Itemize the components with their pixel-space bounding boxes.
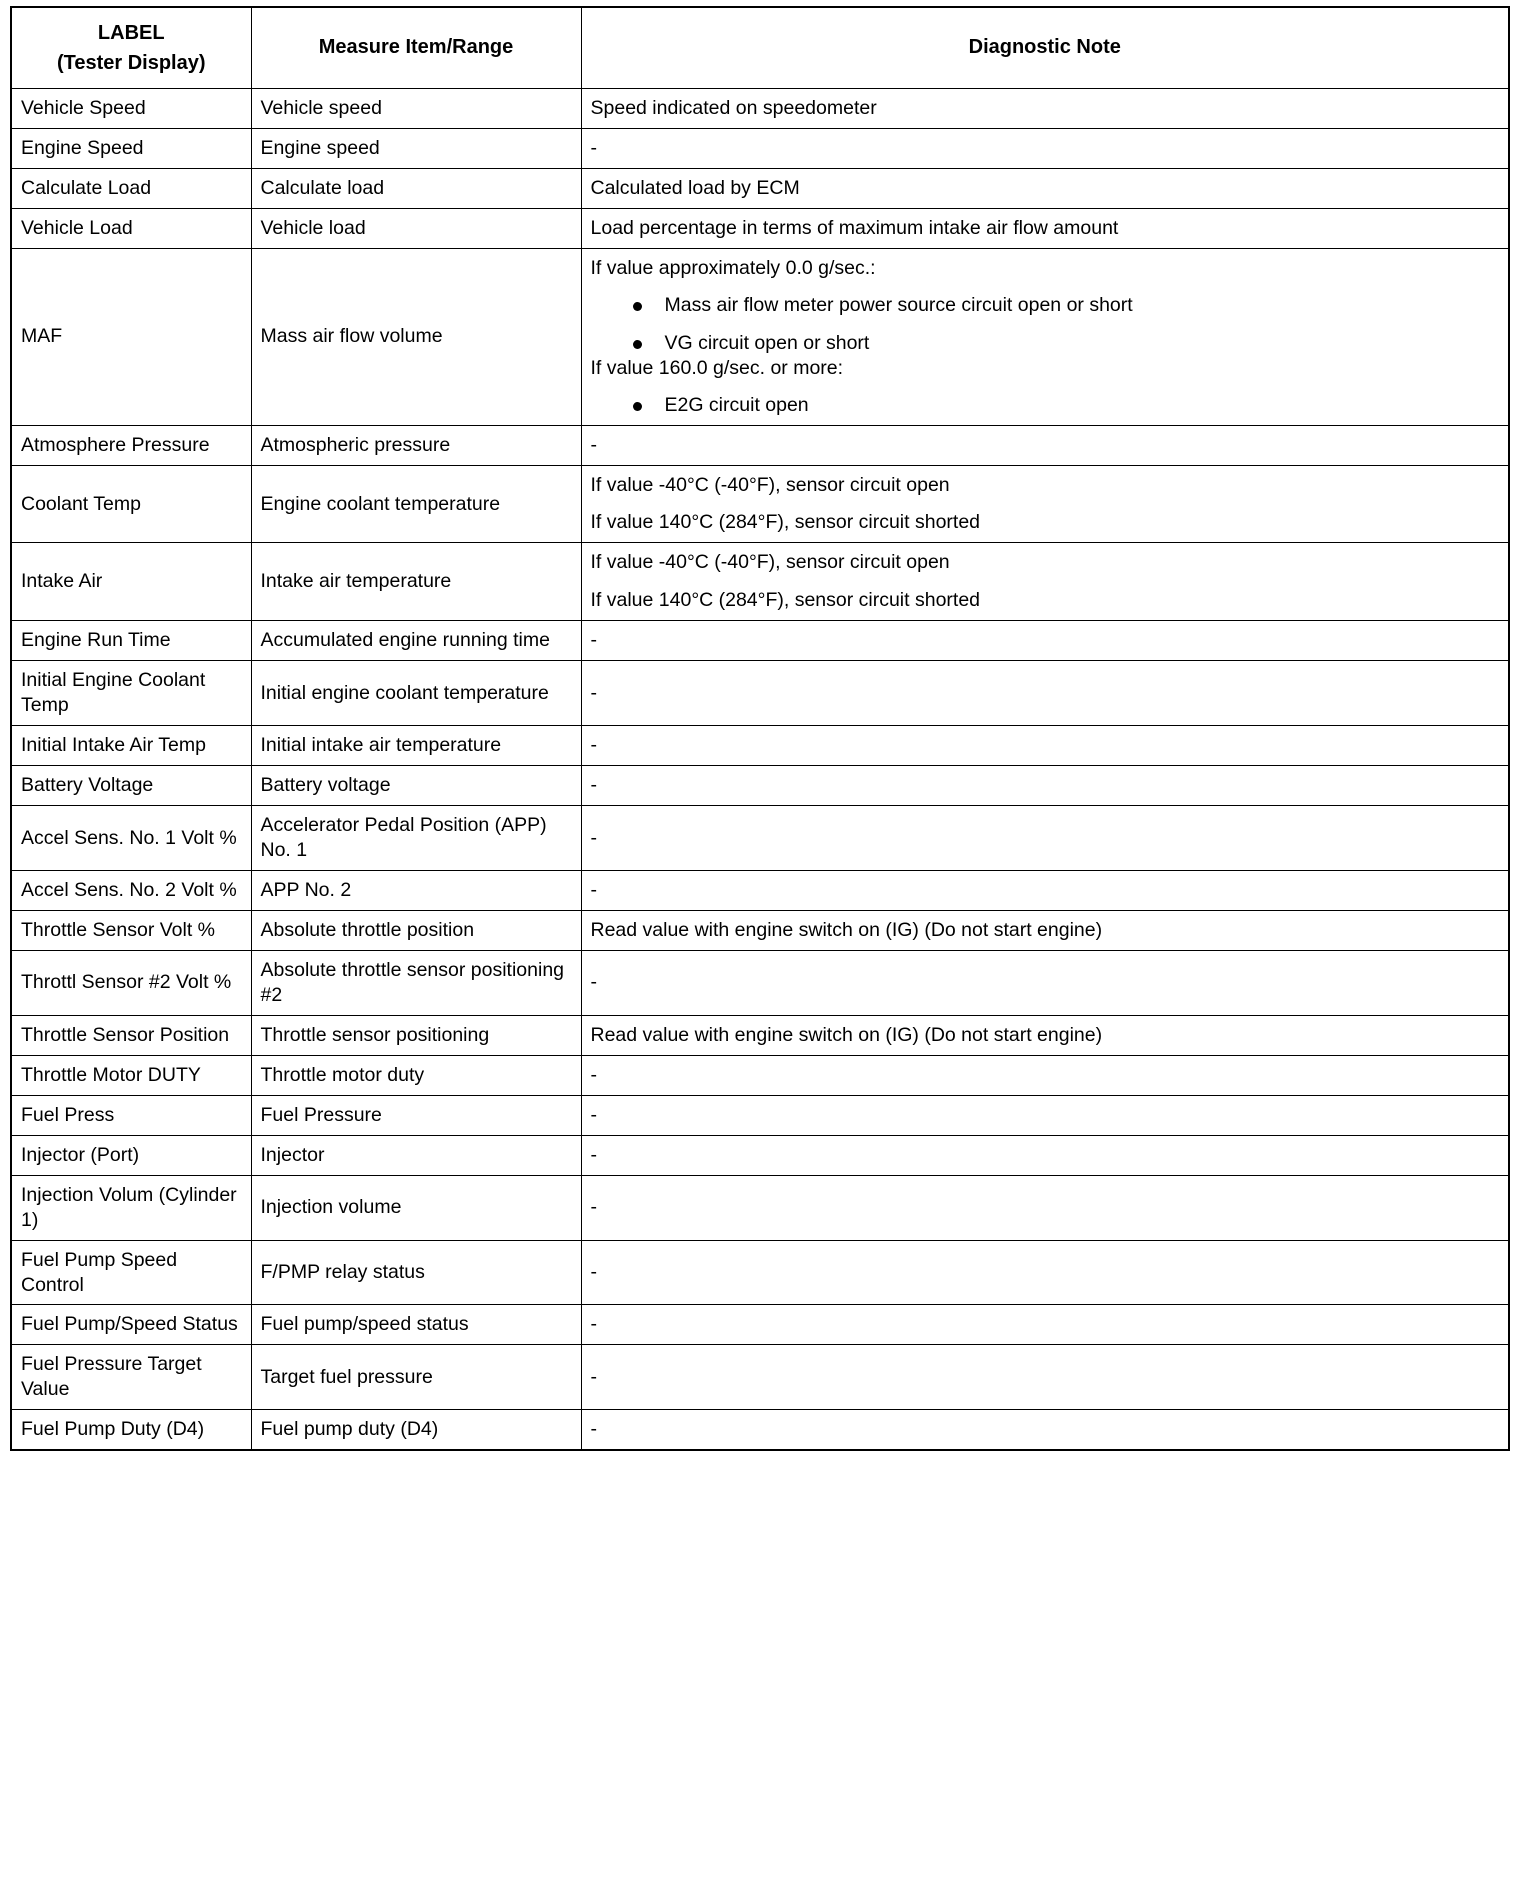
cell-label: Initial Intake Air Temp: [11, 726, 251, 766]
cell-note: -: [581, 621, 1509, 661]
cell-note: -: [581, 1240, 1509, 1305]
cell-note: [581, 248, 1509, 425]
cell-measure: Target fuel pressure: [251, 1345, 581, 1410]
cell-note: -: [581, 1305, 1509, 1345]
note-bullet-item: Mass air flow meter power source circuit open or short: [631, 293, 1501, 318]
table-row: [11, 1410, 1509, 1450]
table-row: [11, 1095, 1509, 1135]
cell-note: Speed indicated on speedometer: [581, 89, 1509, 129]
cell-measure: Calculate load: [251, 168, 581, 208]
cell-note: Calculated load by ECM: [581, 168, 1509, 208]
cell-note: [581, 465, 1509, 543]
cell-measure: Vehicle speed: [251, 89, 581, 129]
cell-label: Injector (Port): [11, 1135, 251, 1175]
cell-measure: Engine coolant temperature: [251, 465, 581, 543]
cell-note: -: [581, 871, 1509, 911]
cell-label: Fuel Press: [11, 1095, 251, 1135]
table-row: [11, 1055, 1509, 1095]
cell-note: -: [581, 661, 1509, 726]
table-row: [11, 806, 1509, 871]
note-block: [591, 550, 1501, 613]
cell-measure: Absolute throttle sensor positioning #2: [251, 950, 581, 1015]
cell-label: Coolant Temp: [11, 465, 251, 543]
column-header-measure: Measure Item/Range: [251, 7, 581, 89]
note-paragraph: If value 140°C (284°F), sensor circuit shorted: [590, 589, 981, 612]
cell-label: Throttle Sensor Volt %: [11, 910, 251, 950]
cell-note: -: [581, 1055, 1509, 1095]
table-row: [11, 871, 1509, 911]
table-row: [11, 766, 1509, 806]
cell-measure: Mass air flow volume: [251, 248, 581, 425]
cell-measure: Engine speed: [251, 128, 581, 168]
note-bullet-item: E2G circuit open: [631, 393, 1501, 418]
column-header-note: Diagnostic Note: [581, 7, 1509, 89]
cell-label: Atmosphere Pressure: [11, 425, 251, 465]
cell-note: Read value with engine switch on (IG) (Do not start engine): [581, 910, 1509, 950]
table-row: [11, 1015, 1509, 1055]
note-paragraph: If value 140°C (284°F), sensor circuit shorted: [590, 511, 981, 534]
note-block: [591, 473, 1501, 536]
note-bullet-item: VG circuit open or short: [631, 331, 1501, 356]
cell-label: Throttl Sensor #2 Volt %: [11, 950, 251, 1015]
table-row: [11, 208, 1509, 248]
note-bullet-list: [591, 293, 1501, 356]
cell-measure: Battery voltage: [251, 766, 581, 806]
cell-note: -: [581, 1410, 1509, 1450]
cell-note: -: [581, 1175, 1509, 1240]
table-header-row: [11, 7, 1509, 89]
cell-label: Vehicle Load: [11, 208, 251, 248]
table-row: [11, 89, 1509, 129]
table-row: [11, 543, 1509, 621]
cell-measure: Throttle sensor positioning: [251, 1015, 581, 1055]
table-row: [11, 465, 1509, 543]
table-row: [11, 726, 1509, 766]
cell-measure: F/PMP relay status: [251, 1240, 581, 1305]
cell-note: -: [581, 806, 1509, 871]
cell-label: Engine Run Time: [11, 621, 251, 661]
diagnostic-data-table: [10, 6, 1510, 1451]
table-row: [11, 1240, 1509, 1305]
cell-label: Injection Volum (Cylinder 1): [11, 1175, 251, 1240]
column-header-label-line1: LABEL: [97, 22, 165, 44]
table-row: [11, 128, 1509, 168]
column-header-label-line2: (Tester Display): [56, 52, 206, 74]
cell-measure: Fuel pump/speed status: [251, 1305, 581, 1345]
note-bullet-list: [591, 393, 1501, 418]
cell-note: -: [581, 128, 1509, 168]
cell-label: Throttle Motor DUTY: [11, 1055, 251, 1095]
note-paragraph: If value 160.0 g/sec. or more:: [590, 356, 844, 379]
cell-label: Battery Voltage: [11, 766, 251, 806]
cell-measure: Atmospheric pressure: [251, 425, 581, 465]
cell-note: -: [581, 1345, 1509, 1410]
cell-label: Accel Sens. No. 1 Volt %: [11, 806, 251, 871]
table-row: [11, 950, 1509, 1015]
table-row: [11, 661, 1509, 726]
cell-measure: Initial engine coolant temperature: [251, 661, 581, 726]
cell-measure: Accelerator Pedal Position (APP) No. 1: [251, 806, 581, 871]
cell-note: -: [581, 1135, 1509, 1175]
cell-measure: Throttle motor duty: [251, 1055, 581, 1095]
cell-label: Fuel Pump Duty (D4): [11, 1410, 251, 1450]
note-paragraph: If value -40°C (-40°F), sensor circuit open: [590, 551, 950, 574]
cell-measure: Injector: [251, 1135, 581, 1175]
table-row: [11, 1305, 1509, 1345]
cell-measure: Vehicle load: [251, 208, 581, 248]
table-row: [11, 425, 1509, 465]
table-row: [11, 910, 1509, 950]
cell-label: Fuel Pressure Target Value: [11, 1345, 251, 1410]
cell-measure: Intake air temperature: [251, 543, 581, 621]
cell-note: -: [581, 425, 1509, 465]
cell-label: Throttle Sensor Position: [11, 1015, 251, 1055]
table-header: [11, 7, 1509, 89]
cell-label: Fuel Pump/Speed Status: [11, 1305, 251, 1345]
note-paragraph: If value approximately 0.0 g/sec.:: [590, 256, 876, 279]
table-row: [11, 621, 1509, 661]
cell-label: Vehicle Speed: [11, 89, 251, 129]
cell-note: Load percentage in terms of maximum intake air flow amount: [581, 208, 1509, 248]
cell-label: Accel Sens. No. 2 Volt %: [11, 871, 251, 911]
table-row: [11, 1345, 1509, 1410]
table-row: [11, 1135, 1509, 1175]
table-row: [11, 1175, 1509, 1240]
cell-label: Calculate Load: [11, 168, 251, 208]
cell-note: -: [581, 950, 1509, 1015]
cell-label: MAF: [11, 248, 251, 425]
cell-measure: Accumulated engine running time: [251, 621, 581, 661]
note-paragraph: If value -40°C (-40°F), sensor circuit open: [590, 473, 950, 496]
note-block: [591, 256, 1501, 418]
cell-measure: Absolute throttle position: [251, 910, 581, 950]
cell-measure: APP No. 2: [251, 871, 581, 911]
cell-label: Engine Speed: [11, 128, 251, 168]
cell-label: Intake Air: [11, 543, 251, 621]
column-header-label: [11, 7, 251, 89]
cell-note: Read value with engine switch on (IG) (Do not start engine): [581, 1015, 1509, 1055]
cell-note: -: [581, 766, 1509, 806]
table-row: [11, 168, 1509, 208]
cell-measure: Injection volume: [251, 1175, 581, 1240]
table-body: [11, 89, 1509, 1451]
cell-measure: Fuel pump duty (D4): [251, 1410, 581, 1450]
cell-measure: Fuel Pressure: [251, 1095, 581, 1135]
cell-label: Fuel Pump Speed Control: [11, 1240, 251, 1305]
cell-label: Initial Engine Coolant Temp: [11, 661, 251, 726]
cell-note: [581, 543, 1509, 621]
cell-measure: Initial intake air temperature: [251, 726, 581, 766]
cell-note: -: [581, 1095, 1509, 1135]
table-row-maf: [11, 248, 1509, 425]
cell-note: -: [581, 726, 1509, 766]
